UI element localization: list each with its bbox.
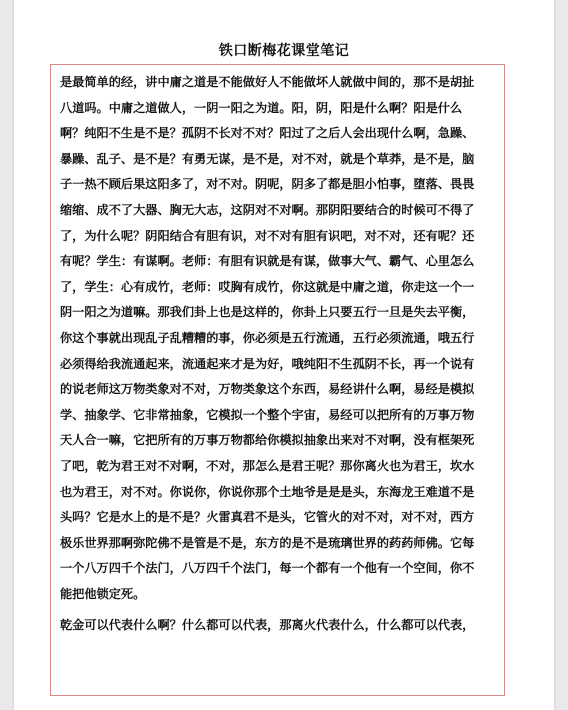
text-line: 必须得给我流通起来，流通起来才是为好，哦纯阳不生孤阴不长，再一个说有 <box>60 356 475 371</box>
text-line: 八道吗。中庸之道做人，一阴一阳之为道。阳，阴，阳是什么啊？阳是什么 <box>60 100 463 115</box>
text-line: 暴躁、乱子、是不是？有勇无谋，是不是，对不对，就是个草莽，是不是，脑 <box>60 151 475 166</box>
text-line: 学、抽象学、它非常抽象，它模拟一个整个宇宙，易经可以把所有的万事万物 <box>60 407 475 422</box>
text-line: 子一热不顾后果这阳多了，对不对。阴呢，阴多了都是胆小怕事，堕落、畏畏 <box>60 177 475 192</box>
document-title: 铁口断梅花课堂笔记 <box>218 43 350 59</box>
text-line: 缩缩、成不了大器、胸无大志，这阴对不对啊。那阴阳要结合的时候可不得了 <box>60 202 475 217</box>
text-line: 天人合一嘛，它把所有的万事万物都给你模拟抽象出来对不对啊，没有框架死 <box>60 433 475 448</box>
text-line: 能把他锁定死。 <box>60 586 146 601</box>
text-line: 头吗？它是水上的是不是？火雷真君不是头，它管火的对不对，对不对，西方 <box>60 510 475 525</box>
text-line: 乾金可以代表什么啊？什么都可以代表，那离火代表什么，什么都可以代表， <box>60 618 475 633</box>
text-line: 了吧，乾为君王对不对啊，不对，那怎么是君王呢？那你离火也为君王，坎水 <box>60 458 475 473</box>
text-line: 极乐世界那啊弥陀佛不是管是不是，东方的是不是琉璃世界的药药师佛。它每 <box>60 535 475 550</box>
text-line: 了，学生：心有成竹，老师：哎胸有成竹，你这就是中庸之道，你走这一个一 <box>60 279 475 294</box>
text-line: 了，为什么呢？阴阳结合有胆有识，对不对有胆有识吧，对不对，还有呢？还 <box>60 228 475 243</box>
text-line: 你这个事就出现乱子乱糟糟的事，你必须是五行流通，五行必须流通，哦五行 <box>60 330 475 345</box>
document-page <box>14 0 554 710</box>
text-line: 是最简单的经，讲中庸之道是不能做好人不能做坏人就做中间的，那不是胡扯 <box>60 75 475 89</box>
body-text <box>60 70 500 639</box>
text-line: 阴一阳之为道嘛。那我们卦上也是这样的，你卦上只要五行一旦是失去平衡， <box>60 305 475 320</box>
text-line: 的说老师这万物类象对不对，万物类象这个东西，易经讲什么啊，易经是模拟 <box>60 382 475 397</box>
text-line: 也为君王，对不对。你说你，你说你那个土地爷是是是头，东海龙王难道不是 <box>60 484 475 499</box>
text-line: 一个八万四千个法门，八万四千个法门，每一个都有一个他有一个空间，你不 <box>60 561 475 576</box>
text-line: 啊？纯阳不生是不是？孤阴不长对不对？阳过了之后人会出现什么啊，急躁、 <box>60 126 475 141</box>
text-line: 有呢？学生：有谋啊。老师：有胆有识就是有谋，做事大气、霸气、心里怎么 <box>60 254 475 269</box>
